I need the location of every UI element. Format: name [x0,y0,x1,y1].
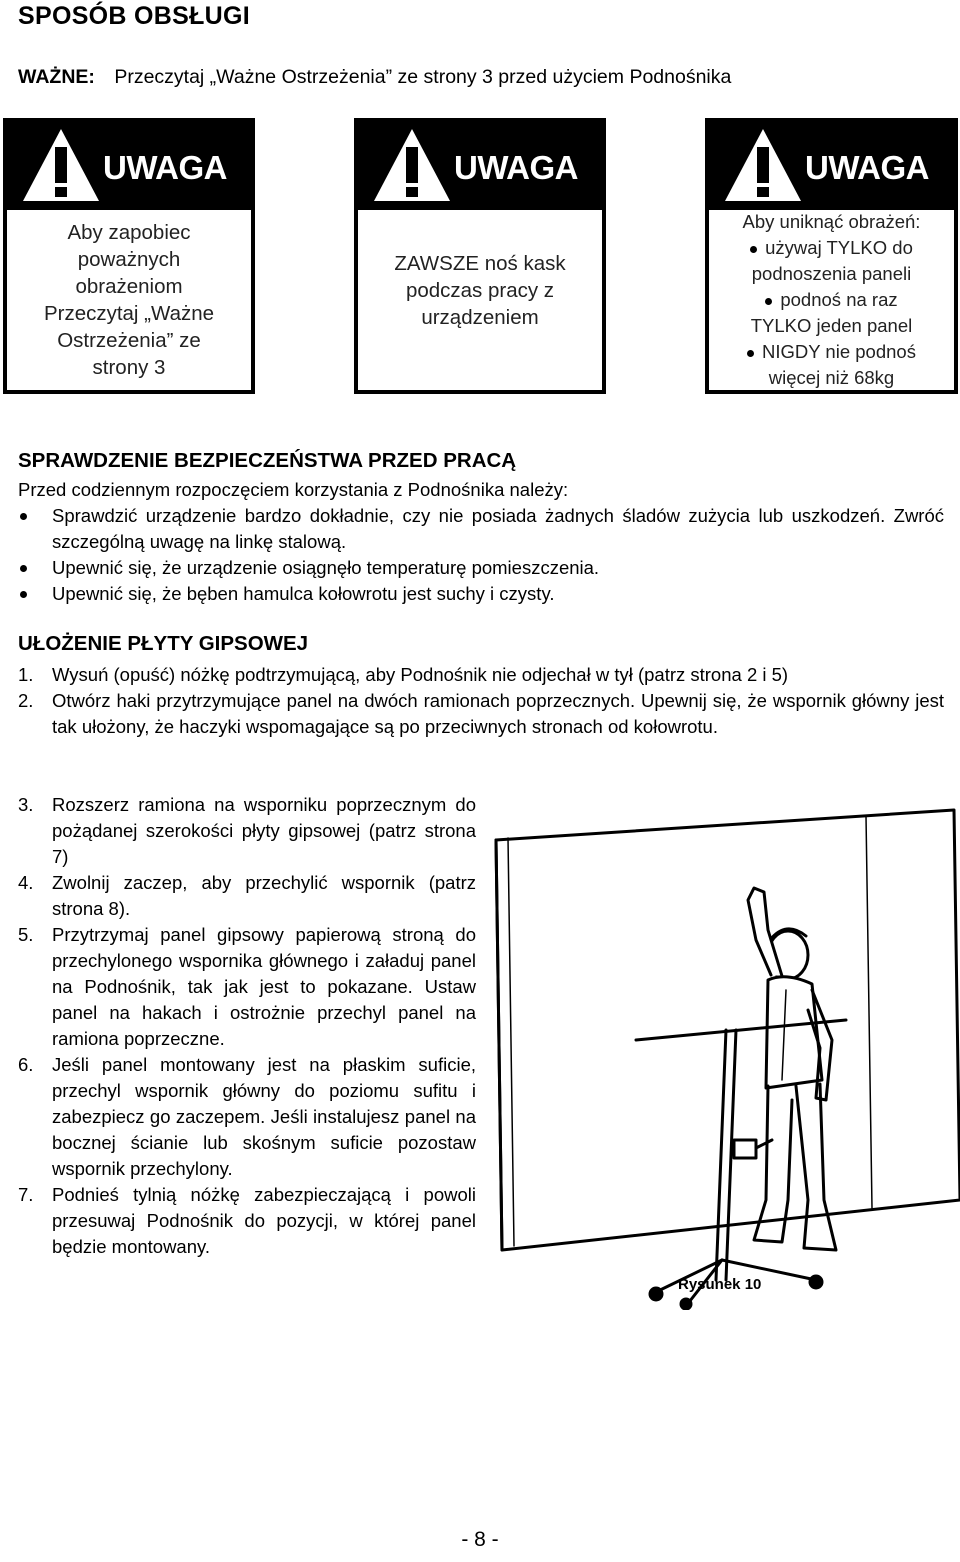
step-text: Przytrzymaj panel gipsowy papierową stroną do przechylonego wspornika głównego i załaduj panel na Podnośnik, tak jak jest to pokazane. Ustaw panel na hakach i ostrożnie przechyl panel na ramiona poprzeczne. [52,924,476,1049]
step-number: 5. [18,924,34,945]
warning-header [358,122,602,210]
page-number: - 8 - [461,1528,499,1551]
warning-header-text: UWAGA [805,149,929,186]
figure-caption: Rysunek 10 [678,1276,762,1293]
warning-line: obrażeniom [75,275,183,298]
warning-body [358,210,602,390]
warning-box-3 [705,118,958,394]
safety-intro: Przed codziennym rozpoczęciem korzystania z Podnośnika należy: [18,479,569,500]
warning-list-item-cont: więcej niż 68kg [768,367,895,388]
warning-body [709,210,954,390]
warning-list-item [747,287,916,313]
step-text: Zwolnij zaczep, aby przechylić wspornik (patrz strona 8). [52,872,476,919]
warning-list-item-cont: TYLKO jeden panel [750,315,913,336]
safety-list [18,503,944,607]
warning-list-item [747,339,916,365]
safety-item [18,555,944,581]
warning-intro: Aby uniknąć obrażeń: [742,211,921,232]
warning-item-text: używaj TYLKO do [765,237,913,258]
page-title: SPOSÓB OBSŁUGI [18,2,251,30]
warning-body [7,210,251,390]
warning-line: Ostrzeżenia” ze [57,329,201,352]
step-item [18,1182,476,1260]
step-item [18,662,944,688]
warning-list-item [747,235,916,261]
warning-header [709,122,954,210]
step-number: 6. [18,1054,34,1075]
bullet-icon [750,246,757,253]
step-item [18,688,944,740]
warning-line: ZAWSZE noś kask [394,251,566,275]
steps-full [18,662,944,740]
warning-list [747,235,916,391]
important-label: WAŻNE: [18,66,95,88]
important-text: Przeczytaj „Ważne Ostrzeżenia” ze strony 3 przed użyciem Podnośnika [114,66,732,88]
steps-narrow [18,792,476,1260]
placement-heading: UŁOŻENIE PŁYTY GIPSOWEJ [18,632,309,655]
step-text: Otwórz haki przytrzymujące panel na dwóch ramionach poprzecznych. Upewnij się, że wspornik główny jest tak ułożony, że haczyki wspomagające są po przeciwnych stronach od kołowrotu. [52,690,944,737]
step-item [18,792,476,870]
warning-box-2 [354,118,606,394]
safety-heading: SPRAWDZENIE BEZPIECZEŃSTWA PRZED PRACĄ [18,449,517,472]
bullet-icon [747,350,754,357]
warning-header [7,122,251,210]
step-number: 7. [18,1184,34,1205]
important-note [18,66,731,89]
warning-line: podczas pracy z [405,278,555,302]
step-text: Jeśli panel montowany jest na płaskim suficie, przechyl wspornik główny do poziomu sufitu i zabezpiecz go zaczepem. Jeśli instalujesz panel na bocznej ścianie lub skośnym suficie pozostaw wspornik przechylony. [52,1054,476,1179]
step-item [18,1052,476,1182]
warning-list-item-cont: podnoszenia paneli [751,263,912,284]
bullet-icon [20,565,27,572]
warning-header-text: UWAGA [454,149,578,186]
warning-triangle-icon [21,127,101,203]
warning-item-text: podnoś na raz [780,289,898,310]
warning-item-text: NIGDY nie podnoś [762,341,916,362]
safety-item-text: Sprawdzić urządzenie bardzo dokładnie, czy nie posiada żadnych śladów zużycia lub uszkodzeń. Zwróć szczególną uwagę na linkę stalową. [52,505,944,552]
warning-triangle-icon [372,127,452,203]
safety-item-text: Upewnić się, że bęben hamulca kołowrotu jest suchy i czysty. [52,583,555,604]
step-text: Wysuń (opuść) nóżkę podtrzymującą, aby Podnośnik nie odjechał w tył (patrz strona 2 i 5) [52,664,789,685]
bullet-icon [20,513,27,520]
warning-line: urządzeniem [421,305,539,329]
step-number: 4. [18,872,34,893]
step-number: 1. [18,664,34,685]
safety-item [18,581,944,607]
step-text: Rozszerz ramiona na wsporniku poprzecznym do pożądanej szerokości płyty gipsowej (patrz strona 7) [52,794,476,867]
warning-box-1 [3,118,255,394]
safety-item-text: Upewnić się, że urządzenie osiągnęło temperaturę pomieszczenia. [52,557,600,578]
step-number: 2. [18,690,34,711]
safety-item [18,503,944,555]
warning-line: Aby zapobiec [67,221,191,244]
bullet-icon [765,298,772,305]
step-item [18,870,476,922]
drywall-lift-illustration [486,780,960,1310]
step-text: Podnieś tylnią nóżkę zabezpieczającą i powoli przesuwaj Podnośnik do pozycji, w której panel będzie montowany. [52,1184,476,1257]
warning-triangle-icon [723,127,803,203]
warning-line: strony 3 [92,356,166,379]
step-item [18,922,476,1052]
warning-line: poważnych [77,248,181,271]
warning-header-text: UWAGA [103,149,227,186]
step-number: 3. [18,794,34,815]
warning-line: Przeczytaj „Ważne [43,302,215,325]
bullet-icon [20,591,27,598]
